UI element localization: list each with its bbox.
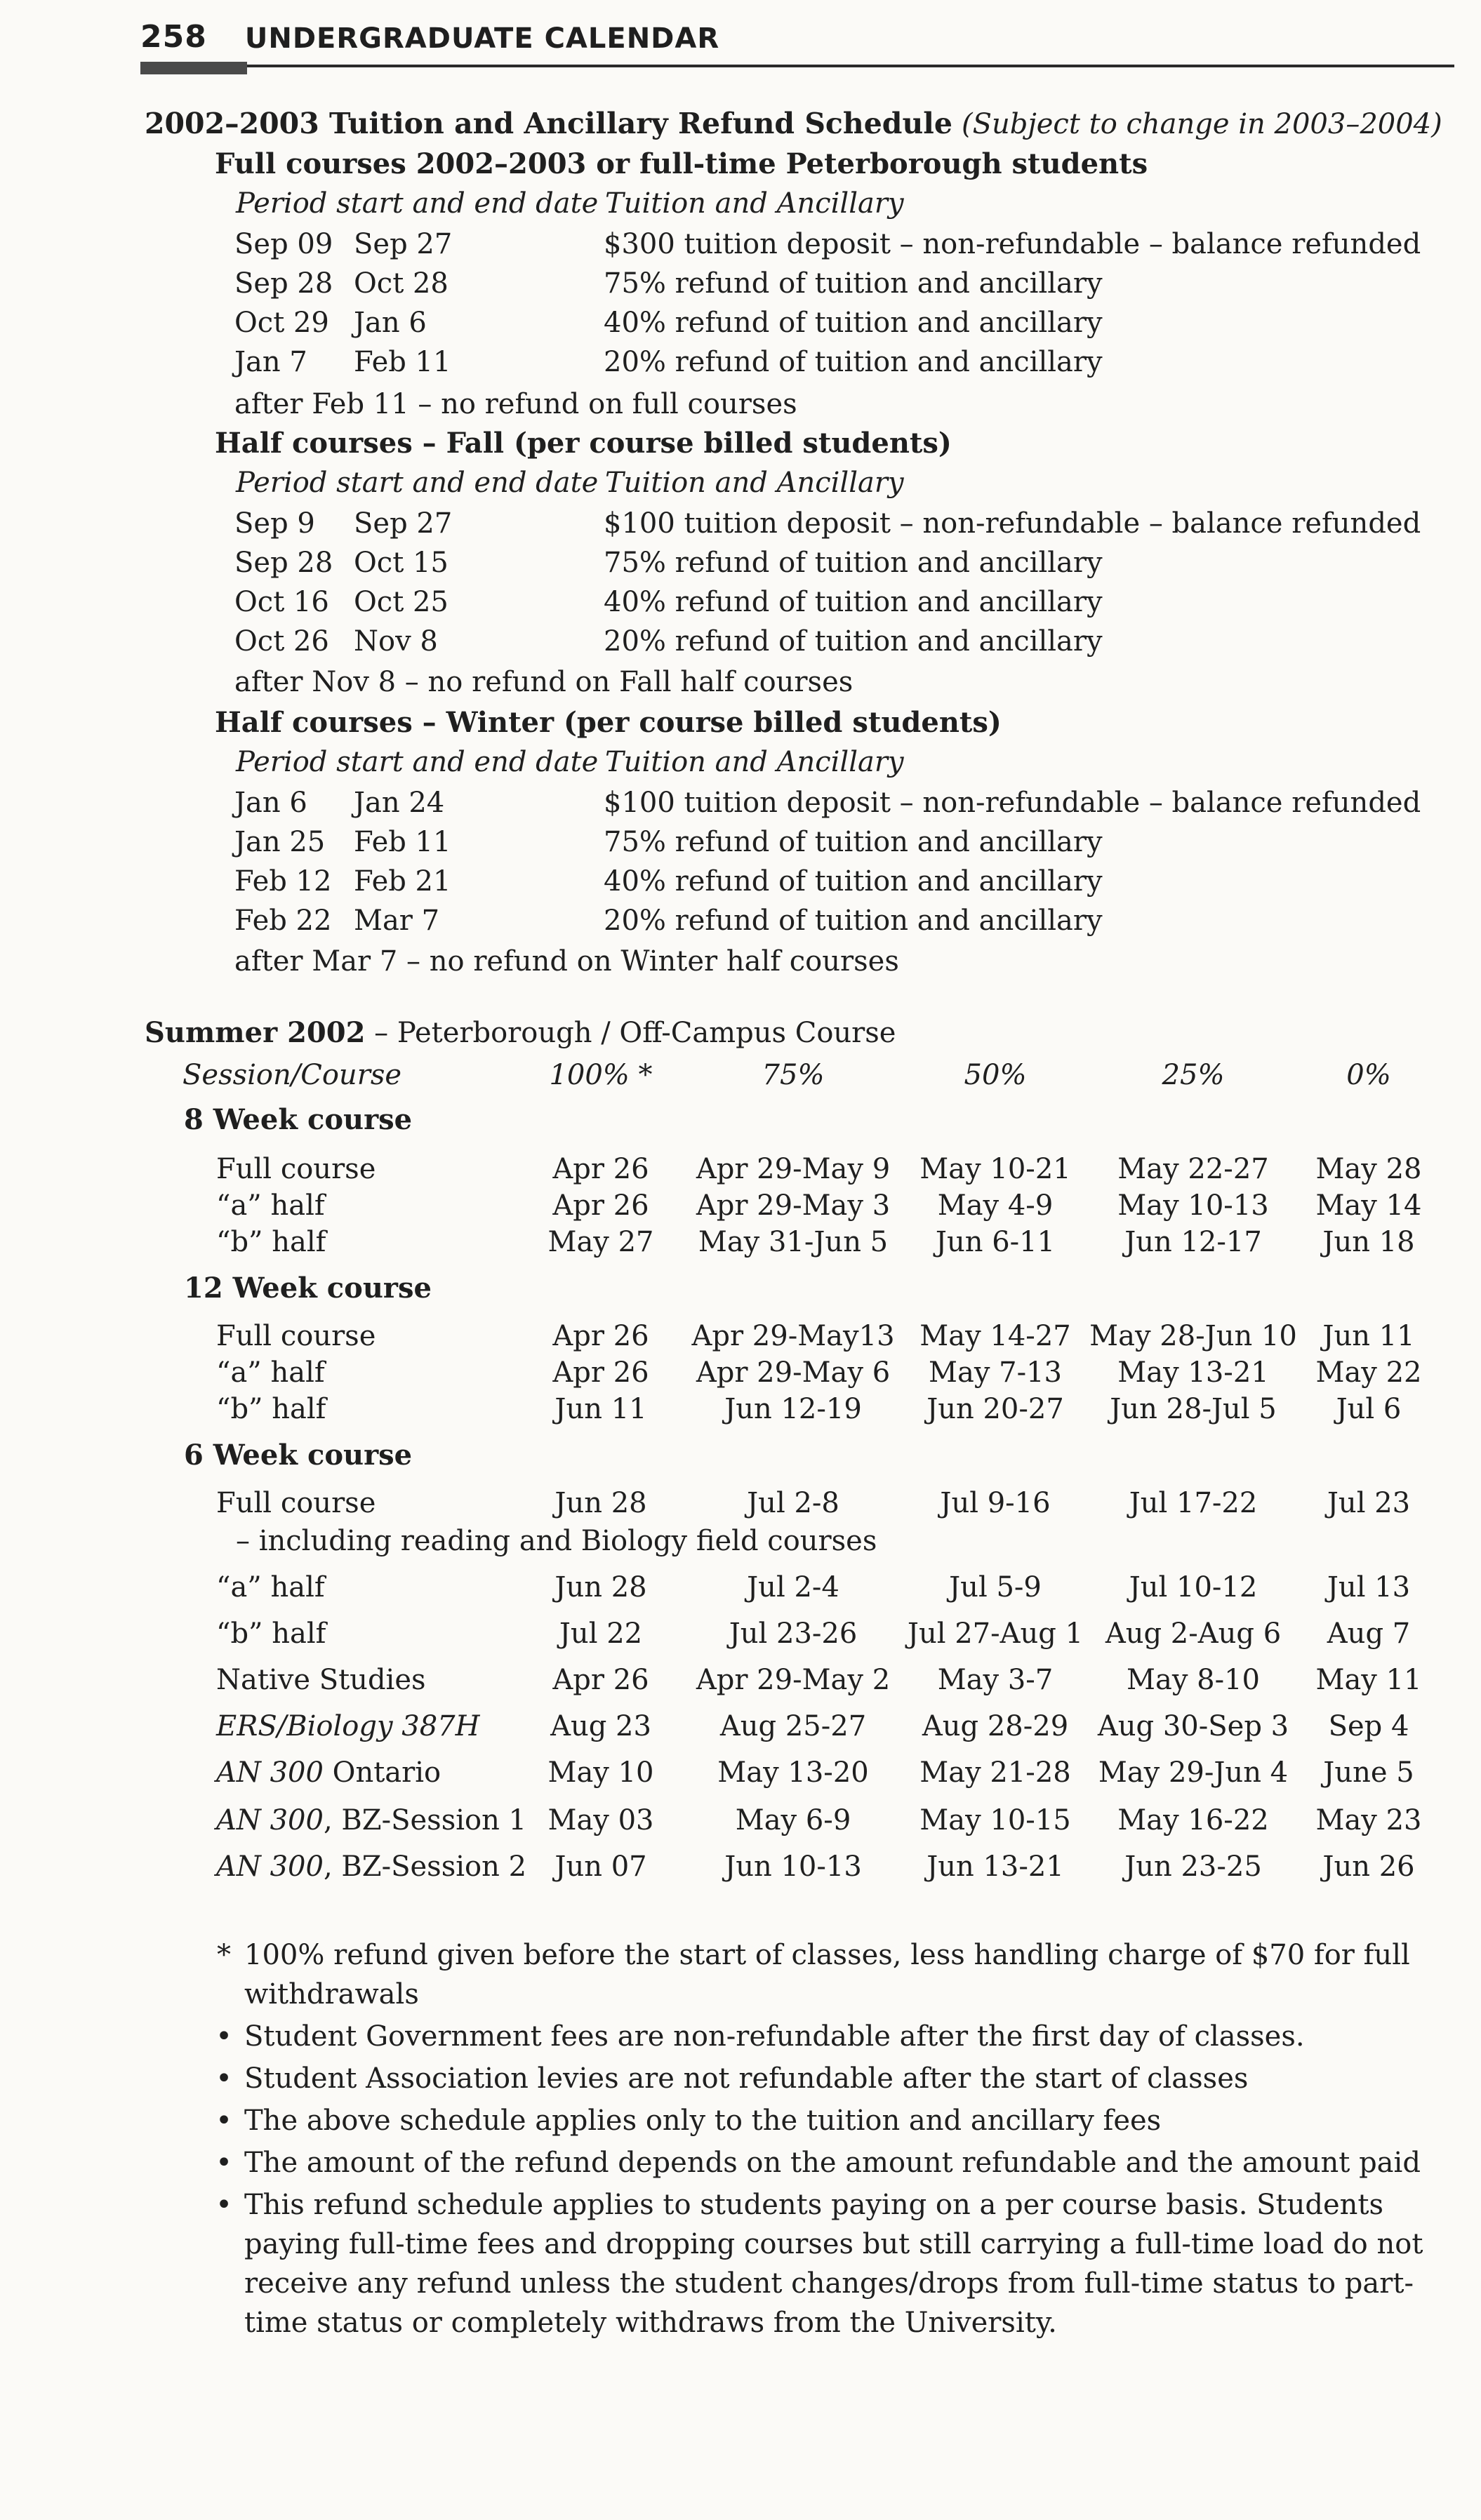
refund-row [0, 507, 1481, 540]
cell-100: Jun 11 [554, 1393, 647, 1425]
period-end: Oct 25 [354, 586, 449, 618]
refund-text: $300 tuition deposit – non-refundable – balance refunded [604, 228, 1421, 260]
refund-text: 20% refund of tuition and ancillary [604, 905, 1103, 937]
refund-row [0, 786, 1481, 820]
period-end: Mar 7 [354, 905, 440, 937]
row-label: Native Studies [216, 1664, 426, 1696]
cell-50: Jul 9-16 [940, 1487, 1051, 1519]
cell-100: Apr 26 [552, 1664, 649, 1696]
cell-0: Jul 6 [1336, 1393, 1402, 1425]
cell-50: May 10-21 [919, 1153, 1071, 1185]
section-heading-winter: Half courses – Winter (per course billed students) [215, 706, 1002, 739]
cell-0: Jun 26 [1322, 1851, 1415, 1883]
cell-75: May 31-Jun 5 [698, 1226, 889, 1258]
summer-col-session: Session/Course [182, 1059, 402, 1091]
cell-25: Jul 10-12 [1129, 1571, 1258, 1604]
refund-text: 20% refund of tuition and ancillary [604, 625, 1103, 658]
period-end: Sep 27 [354, 228, 453, 260]
cell-25: Jun 28-Jul 5 [1110, 1393, 1277, 1425]
cell-0: May 14 [1315, 1189, 1422, 1222]
period-end: Oct 15 [354, 547, 449, 579]
period-start: Feb 12 [234, 865, 332, 898]
cell-75: Apr 29-May13 [691, 1320, 895, 1352]
list-item [213, 2059, 1463, 2098]
cell-25: May 13-21 [1117, 1356, 1269, 1389]
bullet-icon: • [215, 2062, 232, 2095]
refund-row [0, 306, 1481, 340]
row-label: Full course [216, 1487, 376, 1519]
col-tuition-header: Tuition and Ancillary [605, 746, 904, 778]
period-start: Sep 09 [234, 228, 333, 260]
col-period-header: Period start and end date [236, 746, 599, 778]
col-tuition-header: Tuition and Ancillary [605, 187, 904, 220]
section-heading-full-courses: Full courses 2002–2003 or full-time Peterborough students [215, 147, 1148, 180]
row-label-suffix: Ontario [323, 1756, 441, 1789]
period-start: Oct 16 [234, 586, 329, 618]
cell-75: Apr 29-May 6 [696, 1356, 891, 1389]
after-note: after Mar 7 – no refund on Winter half courses [234, 945, 899, 978]
cell-75: May 13-20 [717, 1756, 869, 1789]
row-label-course: AN 300 [216, 1804, 324, 1836]
cell-100: Aug 23 [550, 1710, 651, 1742]
list-item [213, 2101, 1463, 2140]
refund-text: $100 tuition deposit – non-refundable – balance refunded [604, 787, 1421, 819]
cell-100: Apr 26 [552, 1189, 649, 1222]
note-text: The amount of the refund depends on the amount refundable and the amount paid [244, 2147, 1421, 2179]
cell-75: Jun 10-13 [724, 1851, 862, 1883]
row-label-course: AN 300 [216, 1756, 324, 1789]
period-start: Oct 29 [234, 307, 329, 339]
cell-0: May 23 [1315, 1804, 1422, 1836]
refund-row [0, 345, 1481, 379]
summer-title [145, 1016, 896, 1050]
cell-0: Jun 11 [1322, 1320, 1415, 1352]
cell-100: May 10 [547, 1756, 654, 1789]
page-header [140, 6, 719, 55]
period-end: Oct 28 [354, 267, 449, 300]
row-label: ERS/Biology 387H [216, 1710, 480, 1742]
row-label: “a” half [216, 1189, 325, 1222]
summer-col-0: 0% [1346, 1059, 1391, 1091]
running-title: UNDERGRADUATE CALENDAR [244, 22, 720, 55]
refund-text: 40% refund of tuition and ancillary [604, 307, 1103, 339]
bullet-icon: • [215, 2020, 232, 2053]
cell-50: May 21-28 [919, 1756, 1071, 1789]
note-text: Student Government fees are non-refundable after the first day of classes. [244, 2020, 1305, 2053]
cell-0: May 11 [1315, 1664, 1422, 1696]
refund-text: 40% refund of tuition and ancillary [604, 865, 1103, 898]
cell-50: May 14-27 [919, 1320, 1071, 1352]
period-start: Sep 28 [234, 267, 333, 300]
cell-75: Jul 2-4 [747, 1571, 839, 1604]
cell-0: May 28 [1315, 1153, 1422, 1185]
row-label-suffix: , BZ-Session 2 [323, 1851, 527, 1883]
list-item [213, 1935, 1463, 2014]
refund-row [0, 825, 1481, 859]
cell-75: Apr 29-May 9 [696, 1153, 891, 1185]
cell-50: Jul 5-9 [949, 1571, 1042, 1604]
cell-25: May 28-Jun 10 [1089, 1320, 1297, 1352]
note-text: 100% refund given before the start of classes, less handling charge of $70 for full withdrawals [244, 1939, 1410, 2011]
header-rule-block [140, 62, 247, 74]
cell-75: Jun 12-19 [724, 1393, 862, 1425]
footnotes [213, 1935, 1463, 2345]
cell-50: Jun 6-11 [935, 1226, 1056, 1258]
summer-title-rest: – Peterborough / Off-Campus Course [365, 1017, 896, 1049]
cell-50: May 10-15 [919, 1804, 1071, 1836]
note-text: This refund schedule applies to students paying on a per course basis. Students paying full-time fees and dropping courses but still carrying a full-time load do not receive any refund unless the student changes/drops from full-time status to part-time status or completely withdraws from the University. [244, 2189, 1423, 2339]
period-end: Sep 27 [354, 507, 453, 540]
cell-25: Aug 2-Aug 6 [1105, 1618, 1282, 1650]
period-end: Jan 24 [354, 787, 445, 819]
row-label: “b” half [216, 1393, 326, 1425]
section-heading-fall: Half courses – Fall (per course billed students) [215, 427, 952, 460]
period-start: Sep 9 [234, 507, 315, 540]
cell-75: Apr 29-May 2 [696, 1664, 891, 1696]
cell-100: May 27 [547, 1226, 654, 1258]
cell-0: Aug 7 [1327, 1618, 1411, 1650]
schedule-title [145, 107, 1442, 141]
after-note: after Nov 8 – no refund on Fall half courses [234, 666, 854, 698]
page-number: 258 [140, 19, 207, 55]
refund-row [0, 546, 1481, 580]
cell-0: Sep 4 [1328, 1710, 1409, 1742]
period-start: Jan 6 [234, 787, 307, 819]
refund-text: 75% refund of tuition and ancillary [604, 267, 1103, 300]
cell-50: Jun 13-21 [927, 1851, 1064, 1883]
col-tuition-header: Tuition and Ancillary [605, 467, 904, 499]
cell-75: Apr 29-May 3 [696, 1189, 891, 1222]
period-start: Jan 25 [234, 826, 326, 858]
row-label [216, 1804, 526, 1837]
row-label [216, 1756, 441, 1789]
cell-25: Jun 12-17 [1124, 1226, 1262, 1258]
group-heading-6-week: 6 Week course [184, 1439, 413, 1472]
row-label: “b” half [216, 1618, 326, 1650]
row-label: “a” half [216, 1356, 325, 1389]
cell-0: Jul 13 [1327, 1571, 1411, 1604]
bullet-icon: • [215, 2105, 232, 2137]
cell-25: May 29-Jun 4 [1098, 1756, 1289, 1789]
cell-100: May 03 [547, 1804, 654, 1836]
cell-25: Jul 17-22 [1129, 1487, 1258, 1519]
cell-50: Aug 28-29 [922, 1710, 1069, 1742]
cell-25: May 22-27 [1117, 1153, 1269, 1185]
row-label: Full course [216, 1320, 376, 1352]
schedule-title-main: 2002–2003 Tuition and Ancillary Refund Schedule [145, 107, 952, 140]
period-end: Jan 6 [354, 307, 427, 339]
summer-col-50: 50% [964, 1059, 1027, 1091]
row-label: “b” half [216, 1226, 326, 1258]
row-label-suffix: , BZ-Session 1 [323, 1804, 527, 1836]
refund-row [0, 227, 1481, 261]
refund-row [0, 625, 1481, 658]
refund-text: 40% refund of tuition and ancillary [604, 586, 1103, 618]
header-rule-line [247, 65, 1454, 67]
cell-75: May 6-9 [735, 1804, 851, 1836]
refund-text: $100 tuition deposit – non-refundable – balance refunded [604, 507, 1421, 540]
refund-row [0, 585, 1481, 619]
cell-100: Apr 26 [552, 1153, 649, 1185]
bullet-icon: • [215, 2147, 232, 2179]
note-text: Student Association levies are not refundable after the start of classes [244, 2062, 1249, 2095]
row-label [216, 1850, 526, 1884]
row-subnote: – including reading and Biology field courses [236, 1525, 877, 1557]
cell-100: Apr 26 [552, 1320, 649, 1352]
cell-50: Jun 20-27 [927, 1393, 1064, 1425]
period-start: Jan 7 [234, 346, 307, 378]
cell-50: May 7-13 [929, 1356, 1062, 1389]
period-start: Feb 22 [234, 905, 332, 937]
cell-75: Jul 23-26 [729, 1618, 858, 1650]
cell-0: Jun 18 [1322, 1226, 1415, 1258]
cell-100: Jun 07 [554, 1851, 647, 1883]
cell-0: May 22 [1315, 1356, 1422, 1389]
period-end: Feb 11 [354, 826, 451, 858]
refund-row [0, 865, 1481, 898]
period-start: Sep 28 [234, 547, 333, 579]
cell-25: Aug 30-Sep 3 [1097, 1710, 1289, 1742]
schedule-title-note: (Subject to change in 2003–2004) [961, 108, 1442, 140]
cell-100: Jun 28 [554, 1487, 647, 1519]
period-start: Oct 26 [234, 625, 329, 658]
cell-0: June 5 [1323, 1756, 1414, 1789]
period-end: Feb 21 [354, 865, 451, 898]
refund-row [0, 904, 1481, 938]
group-heading-8-week: 8 Week course [184, 1103, 413, 1136]
refund-text: 75% refund of tuition and ancillary [604, 826, 1103, 858]
cell-75: Jul 2-8 [747, 1487, 839, 1519]
asterisk-marker: * [217, 1939, 231, 1971]
summer-col-100: 100% * [549, 1059, 653, 1091]
list-item [213, 2017, 1463, 2056]
after-note: after Feb 11 – no refund on full courses [234, 388, 797, 420]
period-end: Feb 11 [354, 346, 451, 378]
list-item [213, 2143, 1463, 2182]
cell-50: May 3-7 [937, 1664, 1054, 1696]
cell-25: Jun 23-25 [1124, 1851, 1262, 1883]
refund-text: 20% refund of tuition and ancillary [604, 346, 1103, 378]
col-period-header: Period start and end date [236, 467, 599, 499]
cell-100: Jun 28 [554, 1571, 647, 1604]
row-label: Full course [216, 1153, 376, 1185]
cell-75: Aug 25-27 [719, 1710, 867, 1742]
cell-50: May 4-9 [937, 1189, 1054, 1222]
cell-0: Jul 23 [1327, 1487, 1411, 1519]
note-text: The above schedule applies only to the tuition and ancillary fees [244, 2105, 1162, 2137]
cell-50: Jul 27-Aug 1 [907, 1618, 1084, 1650]
list-item [213, 2185, 1463, 2342]
refund-row [0, 267, 1481, 300]
period-end: Nov 8 [354, 625, 438, 658]
summer-title-bold: Summer 2002 [145, 1016, 366, 1049]
summer-col-75: 75% [762, 1059, 825, 1091]
refund-text: 75% refund of tuition and ancillary [604, 547, 1103, 579]
summer-col-25: 25% [1162, 1059, 1225, 1091]
group-heading-12-week: 12 Week course [184, 1272, 432, 1305]
cell-25: May 10-13 [1117, 1189, 1269, 1222]
col-period-header: Period start and end date [236, 187, 599, 220]
row-label-course: AN 300 [216, 1851, 324, 1883]
cell-25: May 8-10 [1127, 1664, 1260, 1696]
row-label: “a” half [216, 1571, 325, 1604]
cell-100: Jul 22 [559, 1618, 643, 1650]
bullet-icon: • [215, 2189, 232, 2221]
cell-25: May 16-22 [1117, 1804, 1269, 1836]
cell-100: Apr 26 [552, 1356, 649, 1389]
